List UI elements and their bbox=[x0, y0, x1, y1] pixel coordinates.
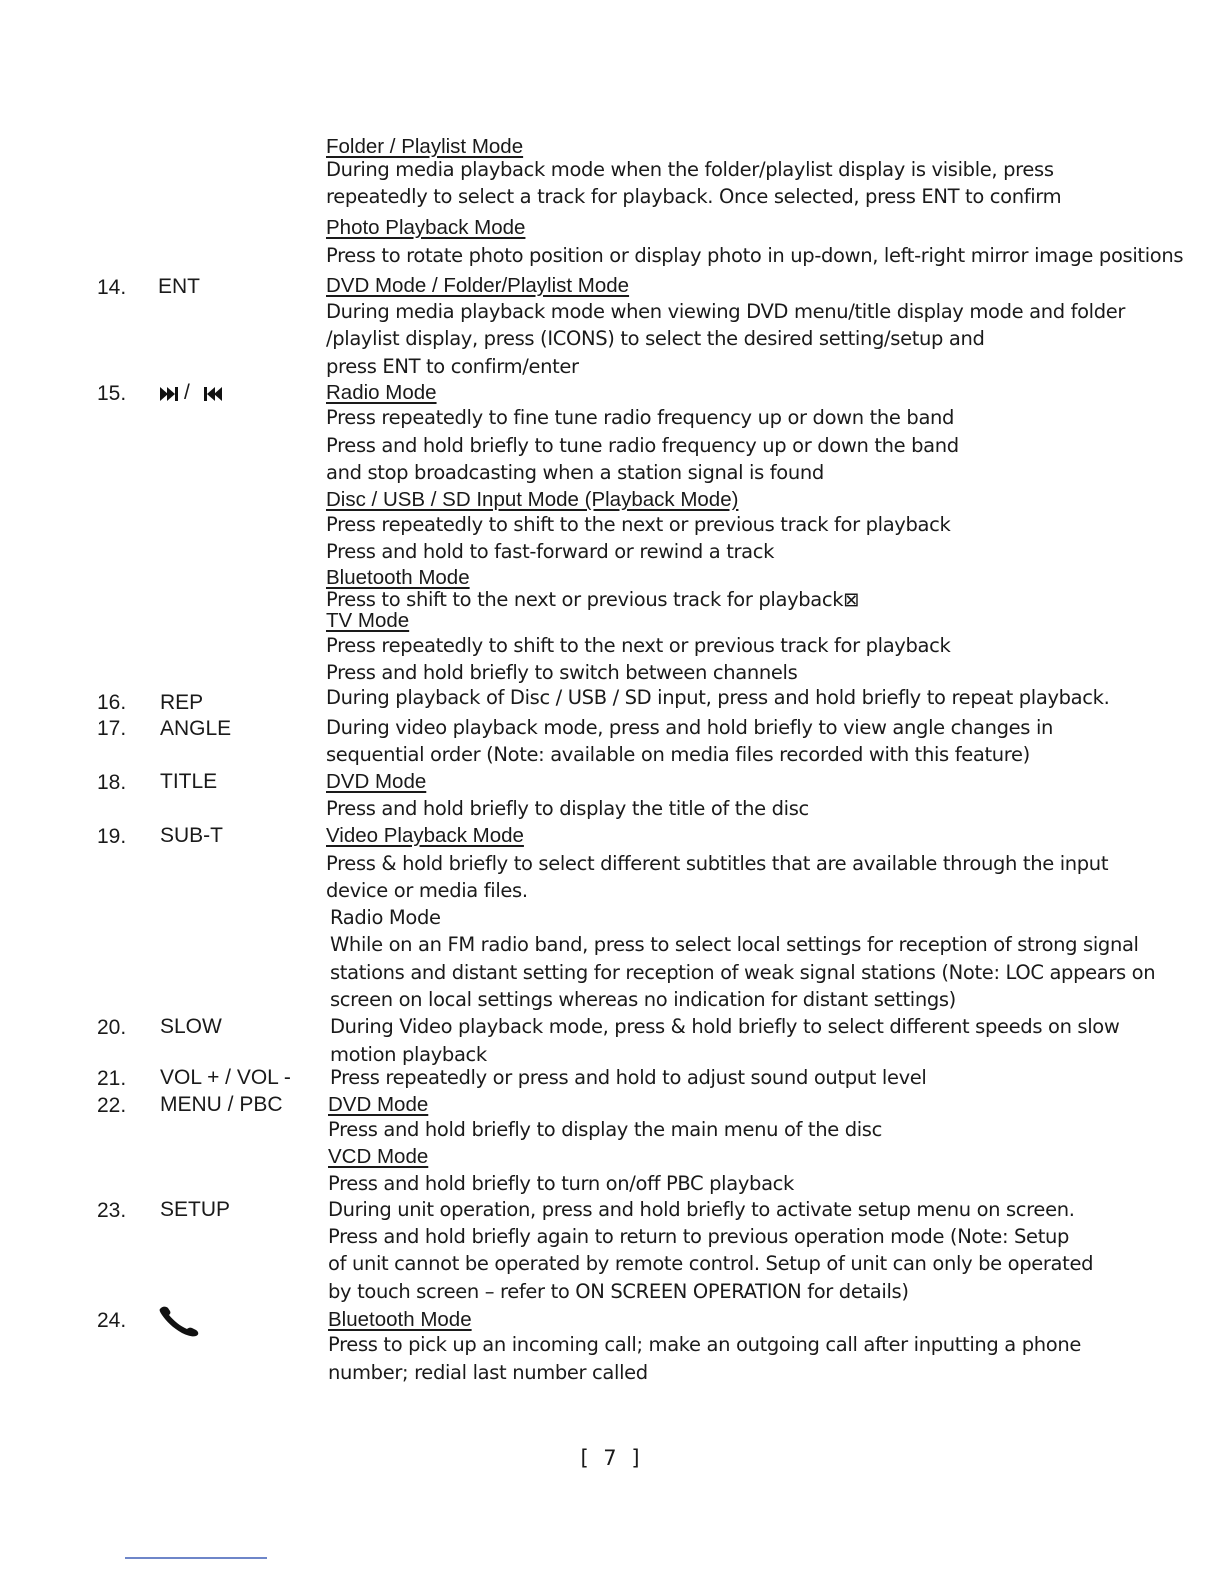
body-line: sequential order (Note: available on media files recorded with this feature) bbox=[326, 743, 1030, 766]
heading-tv-mode: TV Mode bbox=[326, 609, 410, 632]
item-number: 15. bbox=[97, 382, 127, 405]
key-label-ent: ENT bbox=[158, 275, 200, 298]
key-label-sub-t: SUB-T bbox=[160, 824, 223, 847]
heading-bluetooth-mode: Bluetooth Mode bbox=[328, 1308, 472, 1331]
body-line: Press repeatedly or press and hold to adjust sound output level bbox=[330, 1066, 927, 1089]
body-line: Press repeatedly to shift to the next or previous track for playback bbox=[326, 513, 951, 536]
heading-photo-playback-mode: Photo Playback Mode bbox=[326, 216, 526, 239]
body-line: device or media files. bbox=[326, 879, 528, 902]
body-line: During playback of Disc / USB / SD input, press and hold briefly to repeat playback. bbox=[326, 686, 1110, 709]
page-number: [ 7 ] bbox=[580, 1446, 644, 1470]
key-label-slow: SLOW bbox=[160, 1015, 222, 1038]
body-line: Press and hold briefly to display the title of the disc bbox=[326, 797, 809, 820]
key-label-angle: ANGLE bbox=[160, 717, 232, 740]
key-label-vol: VOL + / VOL - bbox=[160, 1066, 291, 1089]
body-line: stations and distant setting for reception of weak signal stations (Note: LOC appears on bbox=[330, 961, 1156, 984]
item-number: 22. bbox=[97, 1094, 127, 1117]
body-line: Press and hold to fast-forward or rewind a track bbox=[326, 540, 775, 563]
item-number: 23. bbox=[97, 1199, 127, 1222]
heading-disc-usb-sd-mode: Disc / USB / SD Input Mode (Playback Mode) bbox=[326, 488, 739, 511]
item-number: 21. bbox=[97, 1067, 127, 1090]
body-line: Press and hold briefly to display the main menu of the disc bbox=[328, 1118, 882, 1141]
body-line: by touch screen – refer to ON SCREEN OPERATION for details) bbox=[328, 1280, 909, 1303]
body-line: of unit cannot be operated by remote control. Setup of unit can only be operated bbox=[328, 1252, 1094, 1275]
body-line: While on an FM radio band, press to select local settings for reception of strong signal bbox=[330, 933, 1139, 956]
heading-video-playback-mode: Video Playback Mode bbox=[326, 824, 524, 847]
body-line: Press repeatedly to shift to the next or previous track for playback bbox=[326, 634, 951, 657]
heading-radio-mode-plain: Radio Mode bbox=[330, 906, 441, 929]
next-prev-track-icon bbox=[158, 383, 238, 405]
body-line: /playlist display, press (ICONS) to select the desired setting/setup and bbox=[326, 327, 985, 350]
body-line: During video playback mode, press and hold briefly to view angle changes in bbox=[326, 716, 1054, 739]
item-number: 24. bbox=[97, 1309, 127, 1332]
key-label-title: TITLE bbox=[160, 770, 218, 793]
item-number: 19. bbox=[97, 825, 127, 848]
body-line: Press and hold briefly to switch between channels bbox=[326, 661, 798, 684]
body-line: Press to rotate photo position or display photo in up-down, left-right mirror image positions bbox=[326, 244, 1184, 267]
body-line: Press & hold briefly to select different subtitles that are available through the input bbox=[326, 852, 1109, 875]
phone-handset-icon bbox=[156, 1303, 208, 1337]
body-line: press ENT to confirm/enter bbox=[326, 355, 579, 378]
body-line: screen on local settings whereas no indication for distant settings) bbox=[330, 988, 956, 1011]
body-line: During media playback mode when the folder/playlist display is visible, press bbox=[326, 158, 1054, 181]
body-line: Press and hold briefly to turn on/off PBC playback bbox=[328, 1172, 794, 1195]
body-line: Press repeatedly to fine tune radio frequency up or down the band bbox=[326, 406, 955, 429]
key-label-menu-pbc: MENU / PBC bbox=[160, 1093, 283, 1116]
body-line: Press to shift to the next or previous track for playback⊠ bbox=[326, 588, 860, 611]
heading-vcd-mode: VCD Mode bbox=[328, 1145, 429, 1168]
item-number: 20. bbox=[97, 1016, 127, 1039]
item-number: 17. bbox=[97, 717, 127, 740]
body-line: motion playback bbox=[330, 1043, 487, 1066]
key-label-rep: REP bbox=[160, 691, 204, 714]
body-line: Press and hold briefly to tune radio frequency up or down the band bbox=[326, 434, 959, 457]
body-line: During unit operation, press and hold briefly to activate setup menu on screen. bbox=[328, 1198, 1075, 1221]
icon-separator: / bbox=[184, 381, 190, 404]
body-line: repeatedly to select a track for playback. Once selected, press ENT to confirm bbox=[326, 185, 1062, 208]
heading-bluetooth-mode: Bluetooth Mode bbox=[326, 566, 470, 589]
body-line: Press and hold briefly again to return to previous operation mode (Note: Setup bbox=[328, 1225, 1070, 1248]
body-line: During media playback mode when viewing DVD menu/title display mode and folder bbox=[326, 300, 1126, 323]
heading-dvd-mode: DVD Mode bbox=[326, 770, 427, 793]
key-label-setup: SETUP bbox=[160, 1198, 231, 1221]
body-line: Press to pick up an incoming call; make an outgoing call after inputting a phone bbox=[328, 1333, 1082, 1356]
body-line: During Video playback mode, press & hold briefly to select different speeds on slow bbox=[330, 1015, 1120, 1038]
body-line: number; redial last number called bbox=[328, 1361, 648, 1384]
item-number: 18. bbox=[97, 771, 127, 794]
heading-dvd-folder-playlist-mode: DVD Mode / Folder/Playlist Mode bbox=[326, 274, 630, 297]
body-line: and stop broadcasting when a station signal is found bbox=[326, 461, 824, 484]
heading-folder-playlist-mode: Folder / Playlist Mode bbox=[326, 135, 524, 158]
bottom-rule bbox=[125, 1557, 267, 1559]
heading-radio-mode: Radio Mode bbox=[326, 381, 437, 404]
heading-dvd-mode: DVD Mode bbox=[328, 1093, 429, 1116]
item-number: 14. bbox=[97, 276, 127, 299]
item-number: 16. bbox=[97, 691, 127, 714]
